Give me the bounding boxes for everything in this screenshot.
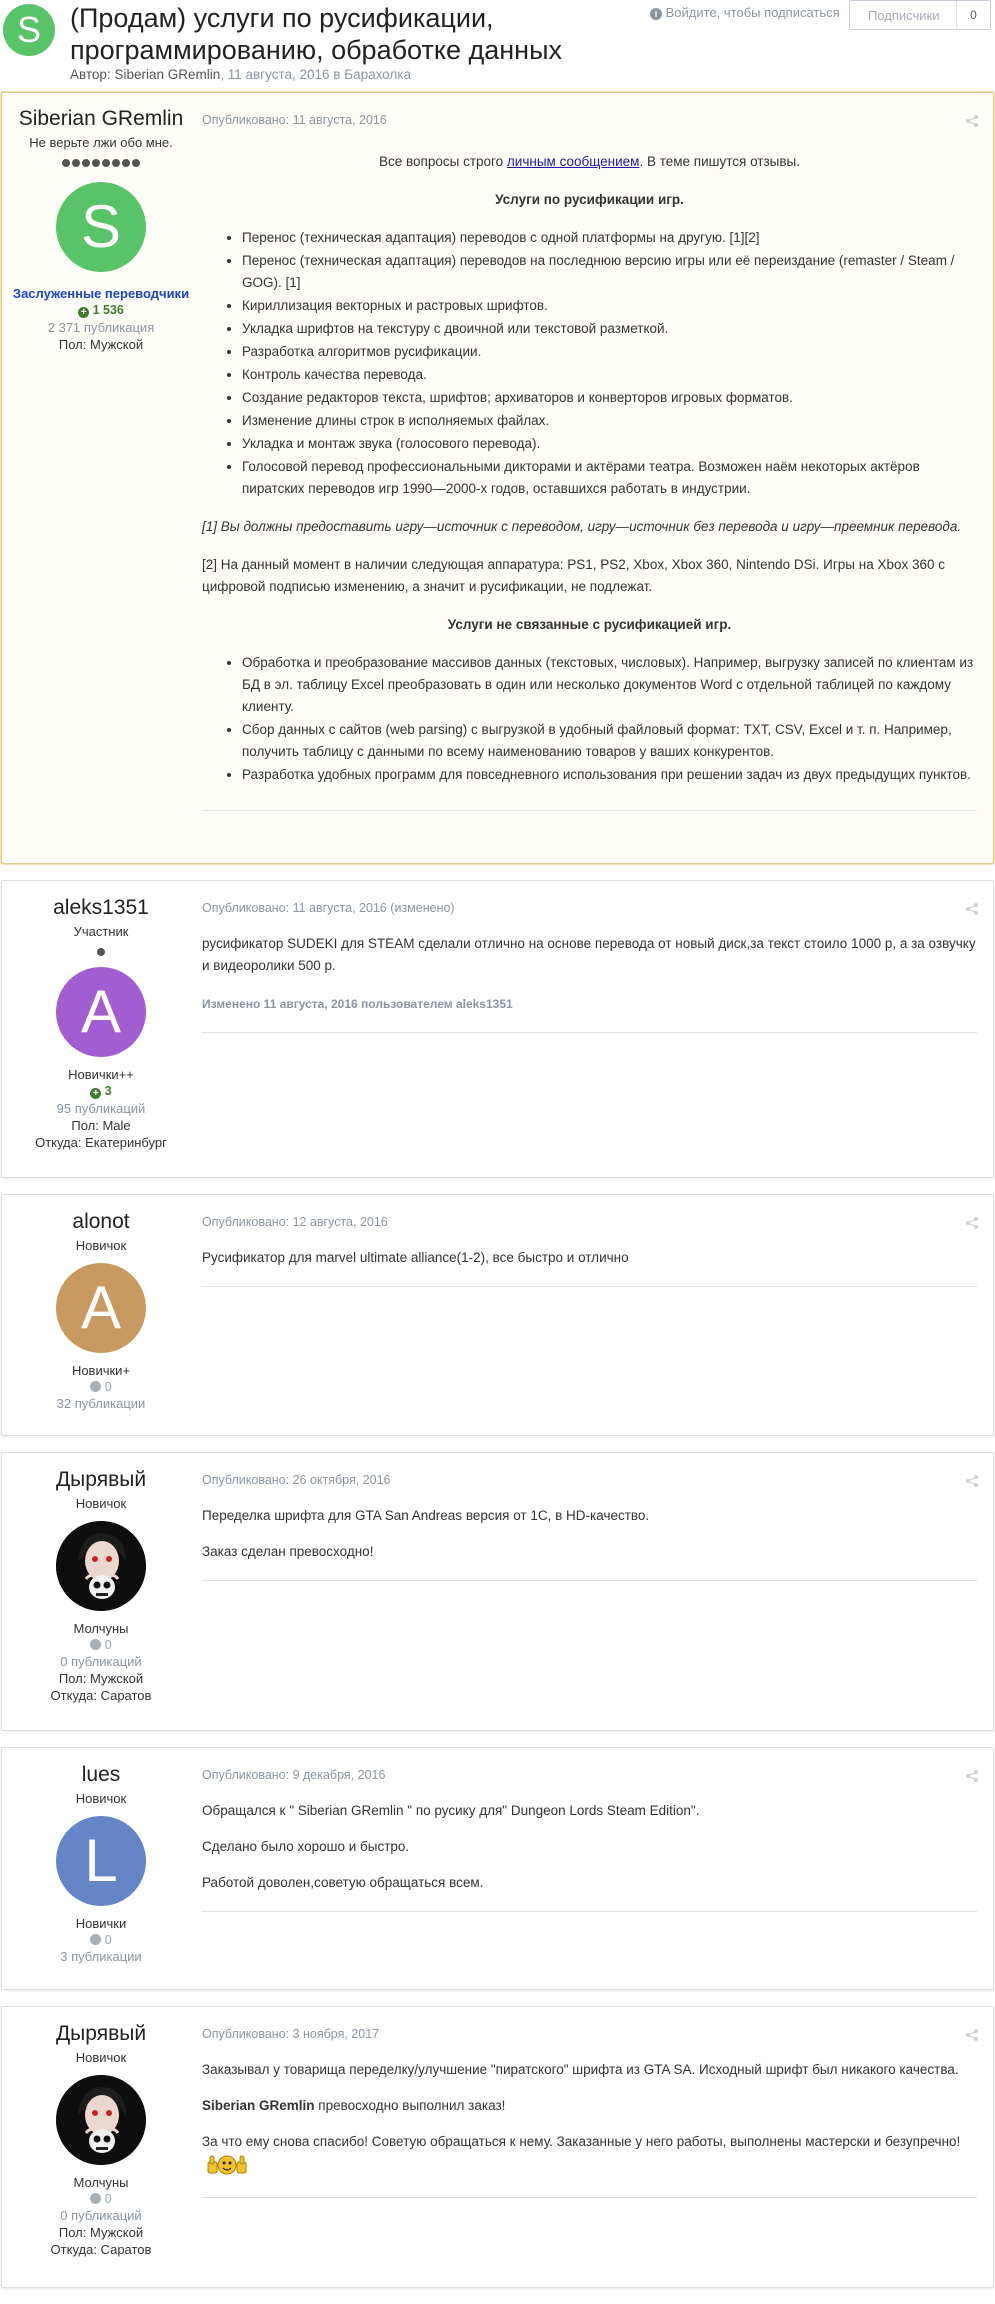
author-info: [2, 93, 200, 352]
post-text: русификатор SUDEKI для STEAM сделали отлично на основе перевода от новый диск,за текст стоило 1000 р, а за озвучку и видеоролики 500 р.: [202, 936, 976, 973]
post-divider: [202, 1032, 977, 1033]
post-text: Заказывал у товарища переделку/улучшение "пиратского" шрифта из GTA SA. Исходный шрифт был никакого качества.: [202, 2062, 959, 2077]
reputation-value: 0: [104, 1638, 112, 1652]
post-content: [202, 1453, 993, 1601]
reputation-value: 0: [104, 1933, 112, 1947]
meta-author-link[interactable]: Siberian GRemlin: [114, 67, 221, 82]
meta-prefix: Автор:: [70, 67, 115, 82]
rank-pips: [2, 946, 200, 958]
reputation-badge[interactable]: [2, 2192, 200, 2206]
reputation-badge[interactable]: [2, 1638, 200, 1652]
post-text: Русификатор для marvel ultimate alliance(1-2), все быстро и отлично: [202, 1250, 629, 1265]
post-content: [202, 1748, 993, 1932]
rank-pip: [72, 159, 80, 167]
rank-pip: [102, 159, 110, 167]
post-text: [202, 2095, 977, 2117]
author-info: [2, 1453, 200, 1703]
list-item: • Голосовой перевод профессиональными дикторами и актёрами театра. Возможен наём некоторых актёров пиратских переводов игр 1990—2000-х годов, оставшихся работать в индустрии.: [242, 456, 977, 500]
plus-icon: +: [90, 1088, 101, 1099]
posts-count[interactable]: 2 371 публикация: [47, 320, 155, 335]
post-body: [202, 1505, 977, 1563]
intro-paragraph: [202, 151, 977, 173]
share-icon[interactable]: [965, 1475, 979, 1487]
thumbs-up-smiley-icon: [204, 2153, 250, 2179]
post-divider: [202, 810, 977, 811]
intro-text: . В теме пишутся отзывы.: [639, 154, 800, 169]
reputation-value: 0: [104, 1380, 112, 1394]
meta-forum-link[interactable]: Барахолка: [344, 67, 411, 82]
share-icon[interactable]: [965, 2029, 979, 2041]
member-title: Участник: [73, 924, 129, 939]
rank-pip: [92, 159, 100, 167]
post-date[interactable]: Опубликовано: 12 августа, 2016: [202, 1215, 388, 1229]
followers-count: 0: [956, 1, 990, 29]
post-divider: [202, 1286, 977, 1287]
post-date[interactable]: Опубликовано: 9 декабря, 2016: [202, 1768, 386, 1782]
followers-button[interactable]: [849, 0, 991, 30]
services-list: [242, 227, 977, 500]
neutral-reputation-icon: [90, 1381, 101, 1392]
list-item: • Создание редакторов текста, шрифтов; архиваторов и конверторов игровых форматов.: [242, 387, 977, 409]
post-body: [202, 151, 977, 786]
list-item: • Перенос (техническая адаптация) переводов с одной платформы на другую. [1][2]: [242, 227, 977, 249]
post: [1, 1194, 994, 1436]
list-item: • Кириллизация векторных и растровых шрифтов.: [242, 295, 977, 317]
rank-pip: [132, 159, 140, 167]
reputation-badge[interactable]: [2, 1933, 200, 1947]
followers-label: Подписчики: [868, 8, 940, 23]
rank-pip: [122, 159, 130, 167]
gender-field: Пол: Мужской: [58, 337, 144, 352]
skull-girl-avatar[interactable]: [56, 1521, 146, 1611]
list-item: • Разработка алгоритмов русификации.: [242, 341, 977, 363]
member-title: Новичок: [75, 1496, 127, 1511]
author-info: [2, 1748, 200, 1964]
member-group: Новички: [75, 1916, 127, 1931]
post-text: Заказ сделан превосходно!: [202, 1544, 374, 1559]
author-name[interactable]: Дырявый: [55, 1468, 147, 1491]
location-field: Откуда: Екатеринбург: [35, 1135, 167, 1150]
info-icon: i: [650, 8, 662, 20]
topic-author-avatar[interactable]: S: [3, 4, 55, 56]
post-divider: [202, 2197, 977, 2198]
topic-header: [0, 0, 995, 92]
avatar[interactable]: A: [56, 1263, 146, 1353]
services-list: [242, 652, 977, 786]
author-name[interactable]: aleks1351: [53, 896, 149, 919]
list-item: • Укладка и монтаж звука (голосового перевода).: [242, 433, 977, 455]
post: [1, 92, 994, 864]
member-group: Молчуны: [73, 2175, 129, 2190]
author-name[interactable]: Дырявый: [55, 2022, 147, 2045]
list-item: • Разработка удобных программ для повседневного использования при решении задач из двух предыдущих пунктов.: [242, 764, 977, 786]
author-info: [2, 2007, 200, 2257]
posts-count[interactable]: 32 публикации: [56, 1396, 146, 1411]
posts-count[interactable]: 3 публикации: [60, 1949, 142, 1964]
member-group: Новички+: [71, 1363, 131, 1378]
post-text: [202, 2131, 977, 2180]
post-body: [202, 2059, 977, 2180]
member-group: Молчуны: [73, 1621, 129, 1636]
rank-pip: [82, 159, 90, 167]
member-title: Новичок: [75, 1238, 127, 1253]
list-item: • Сбор данных с сайтов (web parsing) с выгрузкой в удобный файловый формат: TXT, CSV, Excel и т. п. Например, получить таблицу с данными по всему наименованию товаров у ваших конкурентов.: [242, 719, 977, 763]
reputation-value: 1 536: [92, 303, 124, 317]
rank-pips: [2, 157, 200, 169]
avatar[interactable]: S: [56, 182, 146, 272]
author-name[interactable]: alonot: [72, 1210, 130, 1233]
avatar[interactable]: A: [56, 967, 146, 1057]
post-body: [202, 933, 977, 1015]
posts-count[interactable]: 0 публикаций: [60, 1654, 142, 1669]
list-item: • Перенос (техническая адаптация) переводов на последнюю версию игры или её переиздание (remaster / Steam / GOG). [1]: [242, 250, 977, 294]
post: [1, 1747, 994, 1990]
list-item: • Изменение длины строк в исполняемых файлах.: [242, 410, 977, 432]
post-text-rest: превосходно выполнил заказ!: [314, 2098, 506, 2113]
posts-count[interactable]: 95 публикаций: [56, 1101, 146, 1116]
post-date[interactable]: Опубликовано: 11 августа, 2016 (изменено): [202, 901, 455, 915]
login-follow-label: Войдите, чтобы подписаться: [665, 5, 840, 20]
post-body: [202, 1800, 977, 1894]
member-title: Не верьте лжи обо мне.: [29, 135, 173, 150]
list-item: • Обработка и преобразование массивов данных (текстовых, числовых). Например, выгрузку записей по клиентам из БД в эл. таблицу Excel преобразовать в один или несколько документов Word с отдельной таблицей по каждому клиенту.: [242, 652, 977, 718]
author-info: [2, 881, 200, 1150]
reputation-value: 0: [104, 2192, 112, 2206]
author-name[interactable]: lues: [81, 1763, 121, 1786]
rank-pip: [97, 948, 105, 956]
reputation-badge[interactable]: [2, 1380, 200, 1394]
gender-field: Пол: Male: [71, 1118, 131, 1133]
post-body: [202, 1247, 977, 1269]
footnote: [2] На данный момент в наличии следующая аппаратура: PS1, PS2, Xbox, Xbox 360, Nintendo DSi. Игры на Xbox 360 с цифровой подписью изменению, а значит и русификации, не подлежат.: [202, 557, 946, 594]
post-divider: [202, 1911, 977, 1912]
author-info: [2, 1195, 200, 1411]
location-field: Откуда: Саратов: [50, 2242, 152, 2257]
post-text: Работой доволен,советую обращаться всем.: [202, 1875, 484, 1890]
post-date[interactable]: Опубликовано: 11 августа, 2016: [202, 113, 387, 127]
reputation-badge[interactable]: [2, 1084, 200, 1099]
topic-title: (Продам) услуги по русификации, программированию, обработке данных: [70, 3, 562, 65]
list-item: • Контроль качества перевода.: [242, 364, 977, 386]
rank-pip: [112, 159, 120, 167]
neutral-reputation-icon: [90, 1934, 101, 1945]
neutral-reputation-icon: [90, 2193, 101, 2204]
posts-count[interactable]: 0 публикаций: [60, 2208, 142, 2223]
edited-note: Изменено 11 августа, 2016 пользователем aleks1351: [202, 997, 513, 1011]
post-divider: [202, 1580, 977, 1581]
login-to-follow-link[interactable]: [650, 5, 840, 20]
share-icon[interactable]: [965, 1770, 979, 1782]
post-content: [202, 1195, 993, 1307]
member-group: Заслуженные переводчики: [12, 286, 190, 301]
post-date[interactable]: Опубликовано: 3 ноября, 2017: [202, 2027, 380, 2041]
meta-date: , 11 августа, 2016 в: [220, 67, 345, 82]
private-message-link[interactable]: личным сообщением: [506, 154, 640, 169]
intro-text: Все вопросы строго: [379, 154, 507, 169]
mentioned-user: Siberian GRemlin: [202, 2098, 315, 2113]
post-text: Сделано было хорошо и быстро.: [202, 1839, 410, 1854]
post-content: [202, 881, 993, 1053]
post: [1, 1452, 994, 1731]
rank-pip: [62, 159, 70, 167]
reputation-value: 3: [104, 1084, 112, 1098]
skull-girl-avatar[interactable]: [56, 2075, 146, 2165]
post: [1, 2006, 994, 2288]
share-icon[interactable]: [965, 115, 979, 127]
location-field: Откуда: Саратов: [50, 1688, 152, 1703]
plus-icon: +: [78, 307, 89, 318]
share-icon[interactable]: [965, 903, 979, 915]
share-icon[interactable]: [965, 1217, 979, 1229]
member-group: Новички++: [68, 1067, 134, 1082]
section-heading: Услуги не связанные с русификацией игр.: [447, 617, 732, 632]
gender-field: Пол: Мужской: [58, 2225, 144, 2240]
post-content: [202, 2007, 993, 2218]
topic-meta: [70, 67, 411, 82]
post-text: Обращался к " Siberian GRemlin " по русику для" Dungeon Lords Steam Edition".: [202, 1803, 700, 1818]
neutral-reputation-icon: [90, 1639, 101, 1650]
post-text-main: За что ему снова спасибо! Советую обращаться к нему. Заказанные у него работы, выполнены мастерски и безупречно!: [202, 2134, 961, 2149]
list-item: • Укладка шрифтов на текстуру с двоичной или текстовой разметкой.: [242, 318, 977, 340]
member-title: Новичок: [75, 1791, 127, 1806]
post: [1, 880, 994, 1178]
section-heading: Услуги по русификации игр.: [495, 192, 684, 207]
member-title: Новичок: [75, 2050, 127, 2065]
avatar[interactable]: L: [56, 1816, 146, 1906]
author-name[interactable]: Siberian GRemlin: [18, 107, 184, 130]
post-text: Переделка шрифта для GTA San Andreas версия от 1С, в HD-качество.: [202, 1508, 650, 1523]
post-date[interactable]: Опубликовано: 26 октября, 2016: [202, 1473, 391, 1487]
footnote: [1] Вы должны предоставить игру—источник с переводом, игру—источник без перевода и игру—преемник перевода.: [202, 519, 962, 534]
post-content: [202, 93, 993, 831]
gender-field: Пол: Мужской: [58, 1671, 144, 1686]
reputation-badge[interactable]: [2, 303, 200, 318]
